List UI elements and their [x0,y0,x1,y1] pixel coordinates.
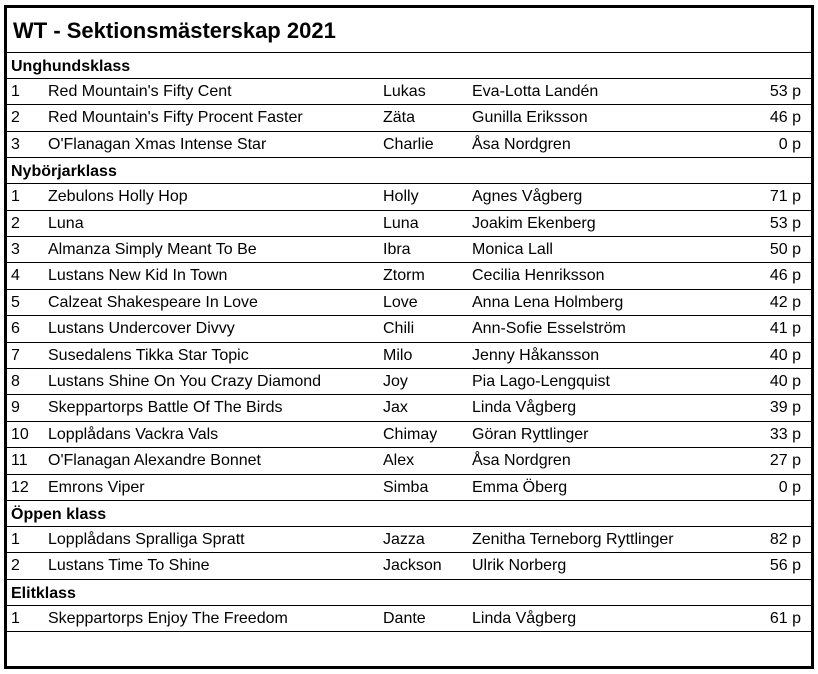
call-name: Zäta [383,109,416,127]
handler-name: Emma Öberg [472,478,568,496]
call-name: Luna [383,214,419,232]
handler-name: Linda Vågberg [472,399,577,417]
table-row [7,316,811,342]
dog-name: Calzeat Shakespeare In Love [48,293,258,311]
handler-name: Pia Lago-Lengquist [472,373,610,390]
handler-name: Jenny Håkansson [472,346,600,364]
table-row [7,237,811,263]
placement: 2 [11,214,20,232]
page-title: WT - Sektionsmästerskap 2021 [13,18,336,43]
points: 53 p [769,83,801,100]
handler-name: Monica Lall [472,241,553,258]
points: 71 p [769,188,801,206]
dog-name: Zebulons Holly Hop [48,188,188,206]
section-title: Öppen klass [11,506,107,523]
dog-name: O'Flanagan Xmas Intense Star [48,135,267,153]
dog-name: Luna [48,214,84,232]
section-header [7,580,811,606]
points: 41 p [769,320,801,338]
points: 53 p [769,214,801,232]
dog-name: Red Mountain's Fifty Cent [48,83,232,100]
title-row [7,8,811,53]
placement: 4 [11,267,20,285]
points: 0 p [778,478,801,496]
dog-name: Skeppartorps Enjoy The Freedom [48,609,288,627]
handler-name: Eva-Lotta Landén [472,83,599,100]
section-title: Unghundsklass [11,58,131,75]
call-name: Holly [383,188,419,206]
placement: 3 [11,241,20,258]
placement: 2 [11,557,20,575]
handler-name: Agnes Vågberg [472,188,583,206]
placement: 8 [11,373,20,390]
handler-name: Ann-Sofie Esselström [472,320,626,338]
call-name: Chimay [383,425,438,443]
points: 46 p [769,267,801,285]
points: 0 p [778,135,801,153]
placement: 10 [11,425,29,443]
handler-name: Joakim Ekenberg [472,214,596,232]
call-name: Jax [383,399,408,417]
placement: 9 [11,399,20,417]
call-name: Ztorm [383,267,425,285]
section-title: Elitklass [11,584,76,602]
dog-name: Skeppartorps Battle Of The Birds [48,399,283,417]
placement: 1 [11,531,20,548]
call-name: Joy [383,373,408,390]
dog-name: O'Flanagan Alexandre Bonnet [48,452,261,470]
table-row [7,105,811,131]
handler-name: Gunilla Eriksson [472,109,588,127]
points: 40 p [769,346,801,364]
call-name: Alex [383,452,415,470]
points: 56 p [769,557,801,575]
placement: 12 [11,478,29,496]
points: 46 p [769,109,801,127]
handler-name: Linda Vågberg [472,609,577,627]
dog-name: Lustans Time To Shine [48,557,210,575]
dog-name: Lustans Shine On You Crazy Diamond [48,373,322,390]
table-row [7,606,811,632]
handler-name: Ulrik Norberg [472,557,567,575]
handler-name: Åsa Nordgren [472,135,571,153]
points: 39 p [769,399,801,417]
points: 61 p [769,609,801,627]
handler-name: Zenitha Terneborg Ryttlinger [472,531,674,548]
placement: 3 [11,135,20,153]
placement: 1 [11,609,20,627]
table-row [7,475,811,501]
table-row [7,448,811,474]
dog-name: Emrons Viper [48,478,145,496]
handler-name: Göran Ryttlinger [472,425,589,443]
points: 82 p [769,531,801,548]
placement: 6 [11,320,20,338]
dog-name: Susedalens Tikka Star Topic [48,346,249,364]
dog-name: Lopplådans Spralliga Spratt [48,531,245,548]
table-row [7,343,811,369]
call-name: Ibra [383,241,411,258]
placement: 1 [11,188,20,206]
points: 50 p [769,241,801,258]
call-name: Dante [383,609,426,627]
table-row [7,395,811,421]
table-row [7,422,811,448]
dog-name: Lopplådans Vackra Vals [48,425,219,443]
call-name: Jackson [383,557,442,575]
placement: 7 [11,346,20,364]
table-row [7,263,811,289]
table-row [7,527,811,553]
placement: 5 [11,293,20,311]
call-name: Jazza [383,531,425,548]
points: 42 p [769,293,801,311]
call-name: Charlie [383,135,434,153]
table-row [7,132,811,158]
section-header [7,53,811,79]
handler-name: Åsa Nordgren [472,452,571,470]
handler-name: Cecilia Henriksson [472,267,605,285]
dog-name: Almanza Simply Meant To Be [48,241,257,258]
points: 40 p [769,373,801,390]
table-row [7,553,811,579]
call-name: Simba [383,478,429,496]
points: 33 p [769,425,801,443]
table-row [7,290,811,316]
dog-name: Red Mountain's Fifty Procent Faster [48,109,303,127]
call-name: Milo [383,346,413,364]
section-header [7,158,811,184]
dog-name: Lustans Undercover Divvy [48,320,235,338]
call-name: Love [383,293,418,311]
table-row [7,184,811,210]
table-row [7,79,811,105]
points: 27 p [769,452,801,470]
table-row [7,369,811,395]
call-name: Lukas [383,83,426,100]
table-row [7,211,811,237]
placement: 1 [11,83,20,100]
results-sheet [4,5,814,669]
section-title: Nybörjarklass [11,163,117,181]
placement: 11 [11,452,28,470]
placement: 2 [11,109,20,127]
handler-name: Anna Lena Holmberg [472,293,624,311]
section-header [7,501,811,527]
call-name: Chili [383,320,415,338]
dog-name: Lustans New Kid In Town [48,267,228,285]
